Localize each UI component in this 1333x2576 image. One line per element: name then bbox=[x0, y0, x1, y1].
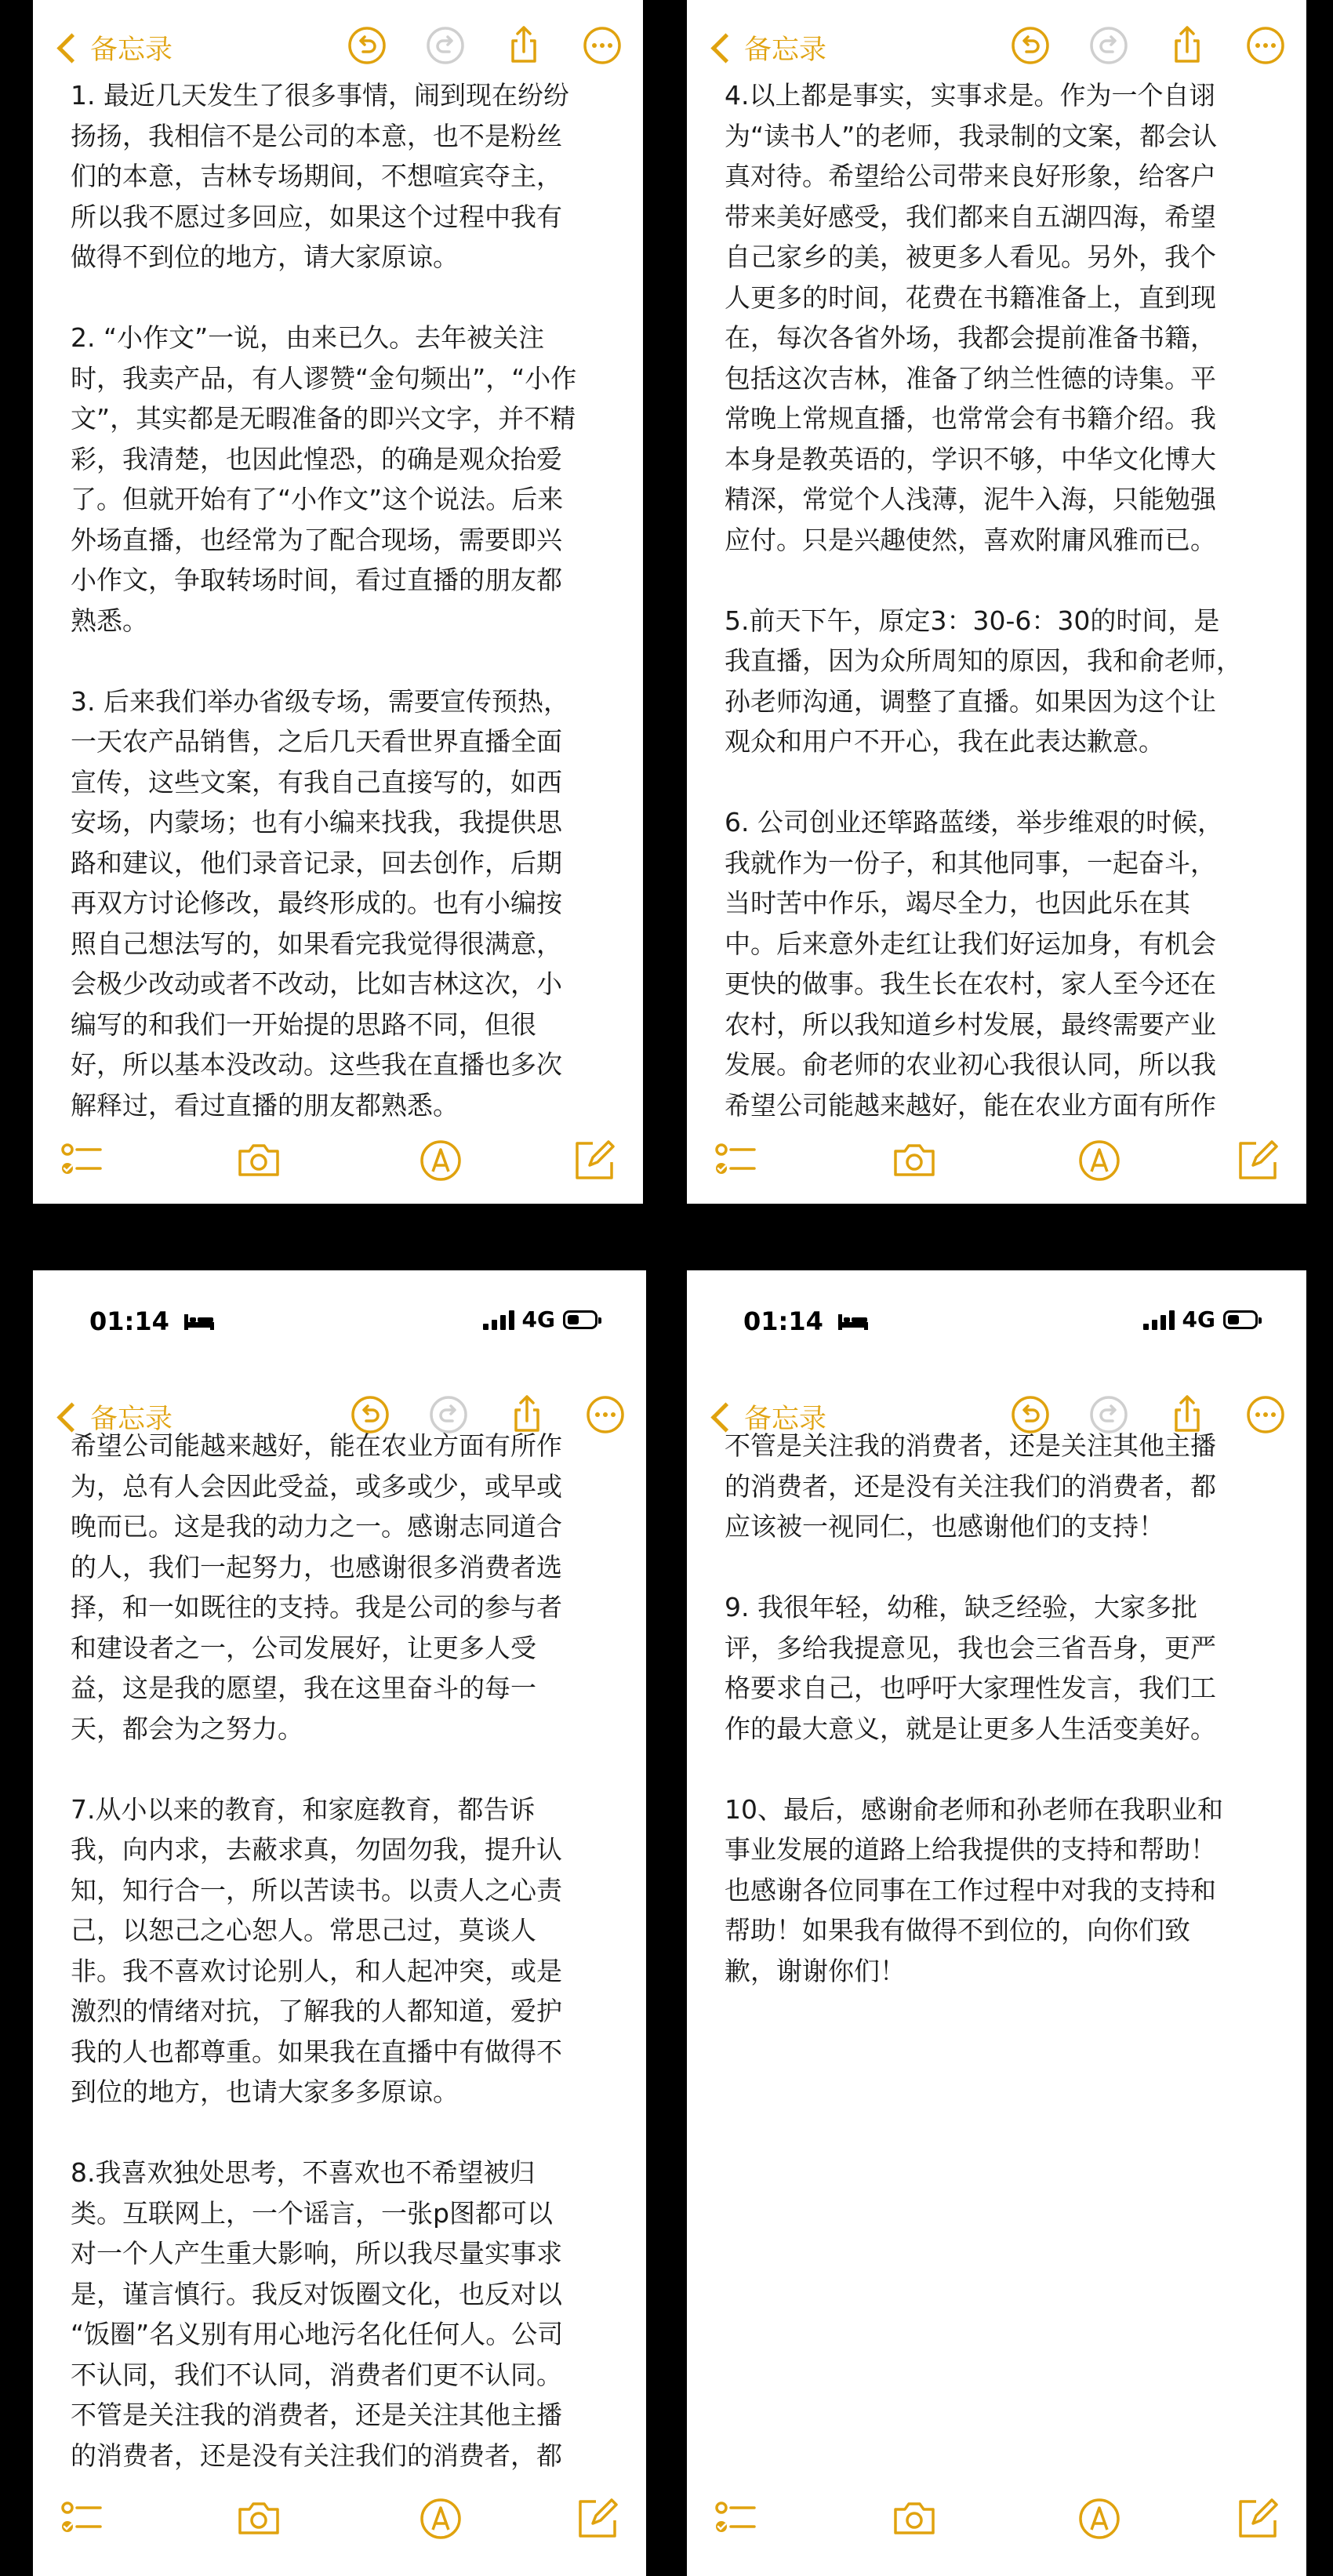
note-body[interactable] bbox=[725, 1426, 1283, 2492]
paragraph: 2. “小作文”一说，由来已久。去年被关注 时，我卖产品，有人谬赞“金句频出”，“小作 文”，其实都是无暇准备的即兴文字，并不精 彩，我清楚，也因此惶恐，的确是观众抬爱 了。但就开始有了“小作文”这个说法。后来 外场直播，也经常为了配合现场，需要即兴 小作文，争取转场时间，看过直播的朋友都 熟悉。 bbox=[71, 322, 577, 636]
bottom-toolbar bbox=[687, 1135, 1306, 1198]
camera-icon[interactable] bbox=[889, 2494, 939, 2544]
paragraph: 5.前天下午，原定3：30-6：30的时间，是 我直播，因为众所周知的原因，我和俞老师， 孙老师沟通，调整了直播。如果因为这个让 观众和用户不开心，我在此表达歉意。 bbox=[725, 605, 1242, 757]
bottom-toolbar bbox=[33, 1135, 643, 1198]
notes-screen-4 bbox=[687, 1270, 1306, 2576]
share-icon[interactable] bbox=[503, 25, 544, 66]
compose-icon[interactable] bbox=[1233, 1135, 1283, 1186]
network-label: 4G bbox=[521, 1306, 555, 1332]
bed-icon bbox=[183, 1311, 215, 1332]
checklist-icon[interactable] bbox=[56, 2494, 107, 2544]
checklist-icon[interactable] bbox=[710, 1135, 761, 1186]
more-icon[interactable] bbox=[582, 25, 623, 66]
bottom-toolbar bbox=[33, 2494, 646, 2556]
notes-screen-1 bbox=[33, 0, 643, 1204]
note-body[interactable] bbox=[71, 1426, 623, 2471]
battery-icon bbox=[563, 1310, 597, 1329]
status-bar bbox=[687, 1300, 1306, 1347]
bed-icon bbox=[837, 1311, 869, 1332]
markup-icon[interactable] bbox=[1074, 1135, 1124, 1186]
paragraph: 8.我喜欢独处思考，不喜欢也不希望被归 类。互联网上，一个谣言，一张p图都可以 对一个人产生重大影响，所以我尽量实事求 是，谨言慎行。我反对饭圈文化，也反对以 “饭圈”名义别有用心地污名化任何人。公司 不认同，我们不认同，消费者们更不认同。 不管是关注我的消费者，还是关注其他主播 的消费者，还是没有关注我们的消费者，都 bbox=[71, 2157, 564, 2471]
network-label: 4G bbox=[1182, 1306, 1215, 1332]
redo-icon[interactable] bbox=[425, 25, 466, 66]
back-label: 备忘录 bbox=[744, 35, 827, 66]
back-label: 备忘录 bbox=[90, 35, 173, 66]
paragraph: 3. 后来我们举办省级专场，需要宣传预热， 一天农产品销售，之后几天看世界直播全面 宣传，这些文案，有我自己直接写的，如西 安场，内蒙场；也有小编来找我，我提供思 路和建议，他们录音记录，回去创作，后期 再双方讨论修改，最终形成的。也有小编按 照自己想法写的，如果看完我觉得很满意， 会极少改动或者不改动，比如吉林这次，小 编写的和我们一开始提的思路不同，但很 好，所以基本没改动。这些我在直播也多次 解释过，看过直播的朋友都熟悉。 bbox=[71, 685, 569, 1121]
nav-bar bbox=[687, 19, 1306, 75]
status-bar bbox=[33, 1300, 646, 1347]
back-label: 备忘录 bbox=[90, 1404, 173, 1435]
paragraph: 不管是关注我的消费者，还是关注其他主播 的消费者，还是没有关注我们的消费者，都 应该被一视同仁，也感谢他们的支持！ bbox=[725, 1430, 1216, 1542]
notes-screen-3 bbox=[33, 1270, 646, 2576]
bottom-toolbar bbox=[687, 2494, 1306, 2556]
chevron-left-icon bbox=[56, 33, 86, 63]
share-icon[interactable] bbox=[1167, 25, 1208, 66]
camera-icon[interactable] bbox=[234, 2494, 284, 2544]
paragraph: 1. 最近几天发生了很多事情，闹到现在纷纷 扬扬，我相信不是公司的本意，也不是粉丝 们的本意，吉林专场期间，不想喧宾夺主， 所以我不愿过多回应，如果这个过程中我有 做得不到位的地方，请大家原谅。 bbox=[71, 80, 569, 272]
markup-icon[interactable] bbox=[1074, 2494, 1124, 2544]
notes-screen-2 bbox=[687, 0, 1306, 1204]
undo-icon[interactable] bbox=[1010, 25, 1051, 66]
compose-icon[interactable] bbox=[572, 2494, 623, 2544]
markup-icon[interactable] bbox=[416, 2494, 466, 2544]
checklist-icon[interactable] bbox=[56, 1135, 107, 1186]
back-label: 备忘录 bbox=[744, 1404, 827, 1435]
camera-icon[interactable] bbox=[234, 1135, 284, 1186]
signal-icon bbox=[1143, 1310, 1175, 1330]
undo-icon[interactable] bbox=[347, 25, 387, 66]
more-icon[interactable] bbox=[1245, 25, 1286, 66]
note-body[interactable] bbox=[71, 75, 619, 1135]
status-time: 01:14 bbox=[89, 1306, 169, 1336]
chevron-left-icon bbox=[710, 33, 740, 63]
signal-icon bbox=[483, 1310, 514, 1330]
markup-icon[interactable] bbox=[416, 1135, 466, 1186]
paragraph: 4.以上都是事实，实事求是。作为一个自诩 为“读书人”的老师，我录制的文案，都会认 真对待。希望给公司带来良好形象，给客户 带来美好感受，我们都来自五湖四海，希望 自己家乡的美，被更多人看见。另外，我个 人更多的时间，花费在书籍准备上，直到现 在，每次各省外场，我都会提前准备书籍， 包括这次吉林，准备了纳兰性德的诗集。平 常晚上常规直播，也常常会有书籍介绍。我 本身是教英语的，学识不够，中华文化博大 精深，常觉个人浅薄，泥牛入海，只能勉强 应付。只是兴趣使然，喜欢附庸风雅而已。 bbox=[725, 80, 1218, 555]
checklist-icon[interactable] bbox=[710, 2494, 761, 2544]
paragraph: 希望公司能越来越好，能在农业方面有所作 为，总有人会因此受益，或多或少，或早或 晚而已。这是我的动力之一。感谢志同道合 的人，我们一起努力，也感谢很多消费者选 择，和一如既往的支持。我是公司的参与者 和建设者之一，公司发展好，让更多人受 益，这是我的愿望，我在这里奋斗的每一 天，都会为之努力。 bbox=[71, 1430, 562, 1744]
back-button[interactable] bbox=[704, 28, 826, 67]
compose-icon[interactable] bbox=[569, 1135, 619, 1186]
paragraph: 9. 我很年轻，幼稚，缺乏经验，大家多批 评，多给我提意见，我也会三省吾身，更严 格要求自己，也呼吁大家理性发言，我们工 作的最大意义，就是让更多人生活变美好。 bbox=[725, 1592, 1216, 1744]
nav-bar bbox=[33, 19, 643, 75]
redo-icon[interactable] bbox=[1088, 25, 1129, 66]
battery-icon bbox=[1223, 1310, 1258, 1329]
compose-icon[interactable] bbox=[1233, 2494, 1283, 2544]
paragraph: 6. 公司创业还筚路蓝缕，举步维艰的时候， 我就作为一份子，和其他同事，一起奋斗， 当时苦中作乐，竭尽全力，也因此乐在其 中。后来意外走红让我们好运加身，有机会 更快的做事。我生长在农村，家人至今还在 农村，所以我知道乡村发展，最终需要产业 发展。俞老师的农业初心我很认同，所以我 希望公司能越来越好，能在农业方面有所作 bbox=[725, 807, 1223, 1121]
back-button[interactable] bbox=[50, 28, 173, 67]
paragraph: 10、最后，感谢俞老师和孙老师在我职业和 事业发展的道路上给我提供的支持和帮助！ 也感谢各位同事在工作过程中对我的支持和 帮助！如果我有做得不到位的，向你们致 歉，谢谢你们！ bbox=[725, 1793, 1223, 1986]
status-time: 01:14 bbox=[743, 1306, 823, 1336]
paragraph: 7.从小以来的教育，和家庭教育，都告诉 我，向内求，去蔽求真，勿固勿我，提升认 知，知行合一，所以苦读书。以责人之心责 己，以恕己之心恕人。常思己过，莫谈人 非。我不喜欢讨论别人，和人起冲突，或是 激烈的情绪对抗，了解我的人都知道，爱护 我的人也都尊重。如果我在直播中有做得不 到位的地方，也请大家多多原谅。 bbox=[71, 1793, 562, 2107]
camera-icon[interactable] bbox=[889, 1135, 939, 1186]
note-body[interactable] bbox=[725, 75, 1283, 1135]
